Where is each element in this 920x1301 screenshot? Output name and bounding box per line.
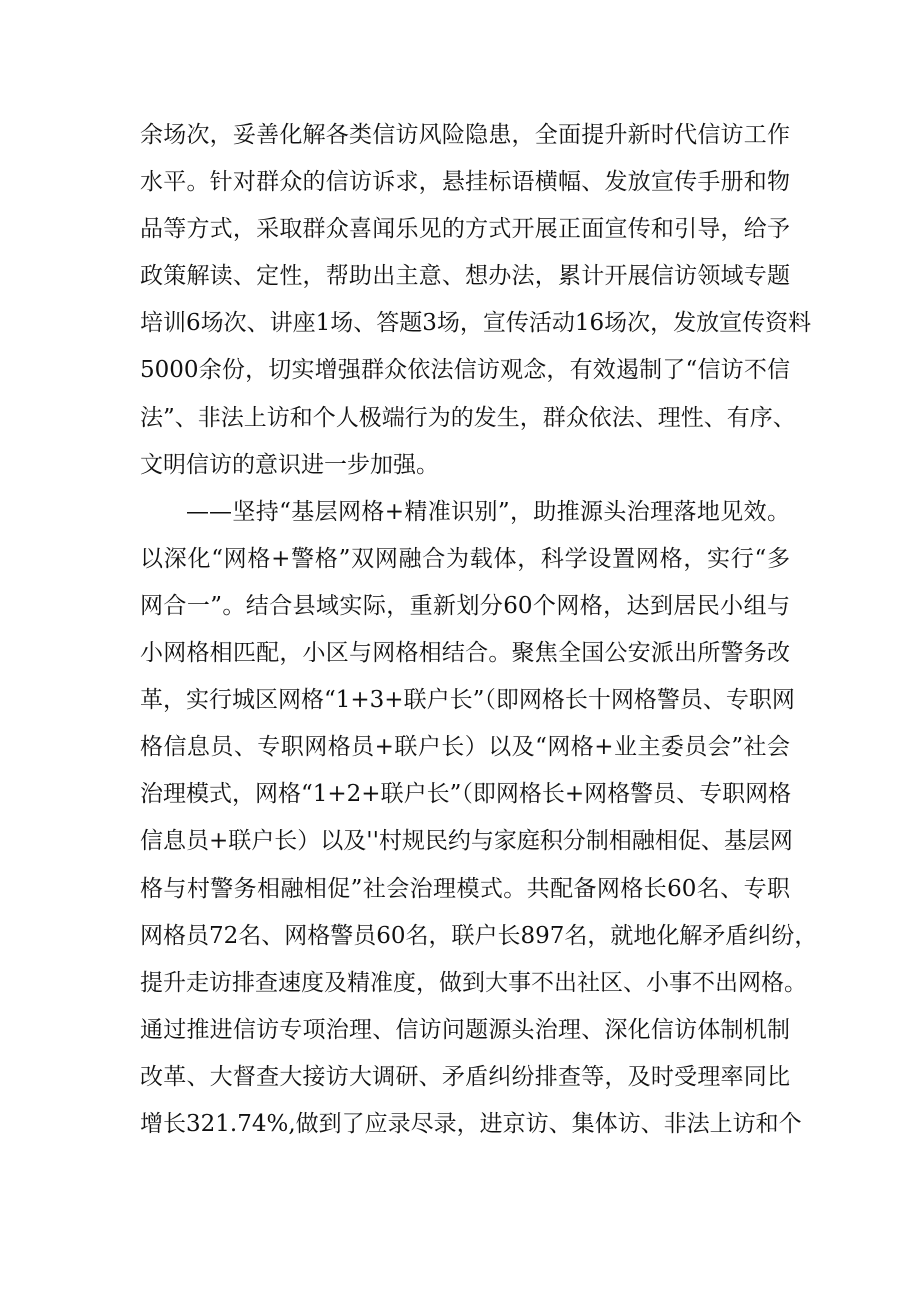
text-line: 网合一”。结合县域实际，重新划分60个网格，达到居民小组与	[140, 592, 790, 619]
text-line: ——坚持“基层网格+精准识别”，助推源头治理落地见效。	[186, 498, 790, 525]
text-line: 通过推进信访专项治理、信访问题源头治理、深化信访体制机制	[140, 1016, 790, 1043]
text-line: 余场次，妥善化解各类信访风险隐患，全面提升新时代信访工作	[140, 122, 790, 148]
text-line: 文明信访的意识进一步加强。	[140, 451, 439, 478]
text-line: 品等方式，采取群众喜闻乐见的方式开展正面宣传和引导，给予	[140, 216, 790, 243]
text-line: 培训6场次、讲座1场、答题3场，宣传活动16场次，发放宣传资料	[140, 310, 812, 337]
text-line: 增长321.74%,做到了应录尽录，进京访、集体访、非法上访和个	[140, 1110, 802, 1137]
text-line: 以深化“网格+警格”双网融合为载体，科学设置网格，实行“多	[140, 545, 790, 572]
text-line: 法”、非法上访和个人极端行为的发生，群众依法、理性、有序、	[140, 404, 796, 431]
text-line: 政策解读、定性，帮助出主意、想办法，累计开展信访领域专题	[140, 263, 790, 290]
text-line: 格与村警务相融相促”社会治理模式。共配备网格长60名、专职	[140, 875, 790, 902]
text-line: 格信息员、专职网格员+联户长）以及“网格+业主委员会”社会	[140, 734, 790, 761]
text-line: 5000余份，切实增强群众依法信访观念，有效遏制了“信访不信	[140, 357, 790, 384]
text-line: 治理模式，网格“1+2+联户长”（即网格长+网格警员、专职网格	[140, 781, 792, 808]
text-line: 革，实行城区网格“1+3+联户长”（即网格长十网格警员、专职网	[140, 687, 795, 714]
text-line: 网格员72名、网格警员60名，联户长897名，就地化解矛盾纠纷，	[140, 922, 818, 949]
text-line: 水平。针对群众的信访诉求，悬挂标语横幅、发放宣传手册和物	[140, 169, 790, 196]
text-line: 改革、大督查大接访大调研、矛盾纠纷排查等，及时受理率同比	[140, 1063, 790, 1090]
body-text	[140, 112, 818, 1148]
text-line: 提升走访排查速度及精准度，做到大事不出社区、小事不出网格。	[140, 969, 807, 996]
text-line: 信息员+联户长）以及''村规民约与家庭积分制相融相促、基层网	[140, 828, 793, 855]
text-line: 小网格相匹配，小区与网格相结合。聚焦全国公安派出所警务改	[140, 640, 790, 667]
